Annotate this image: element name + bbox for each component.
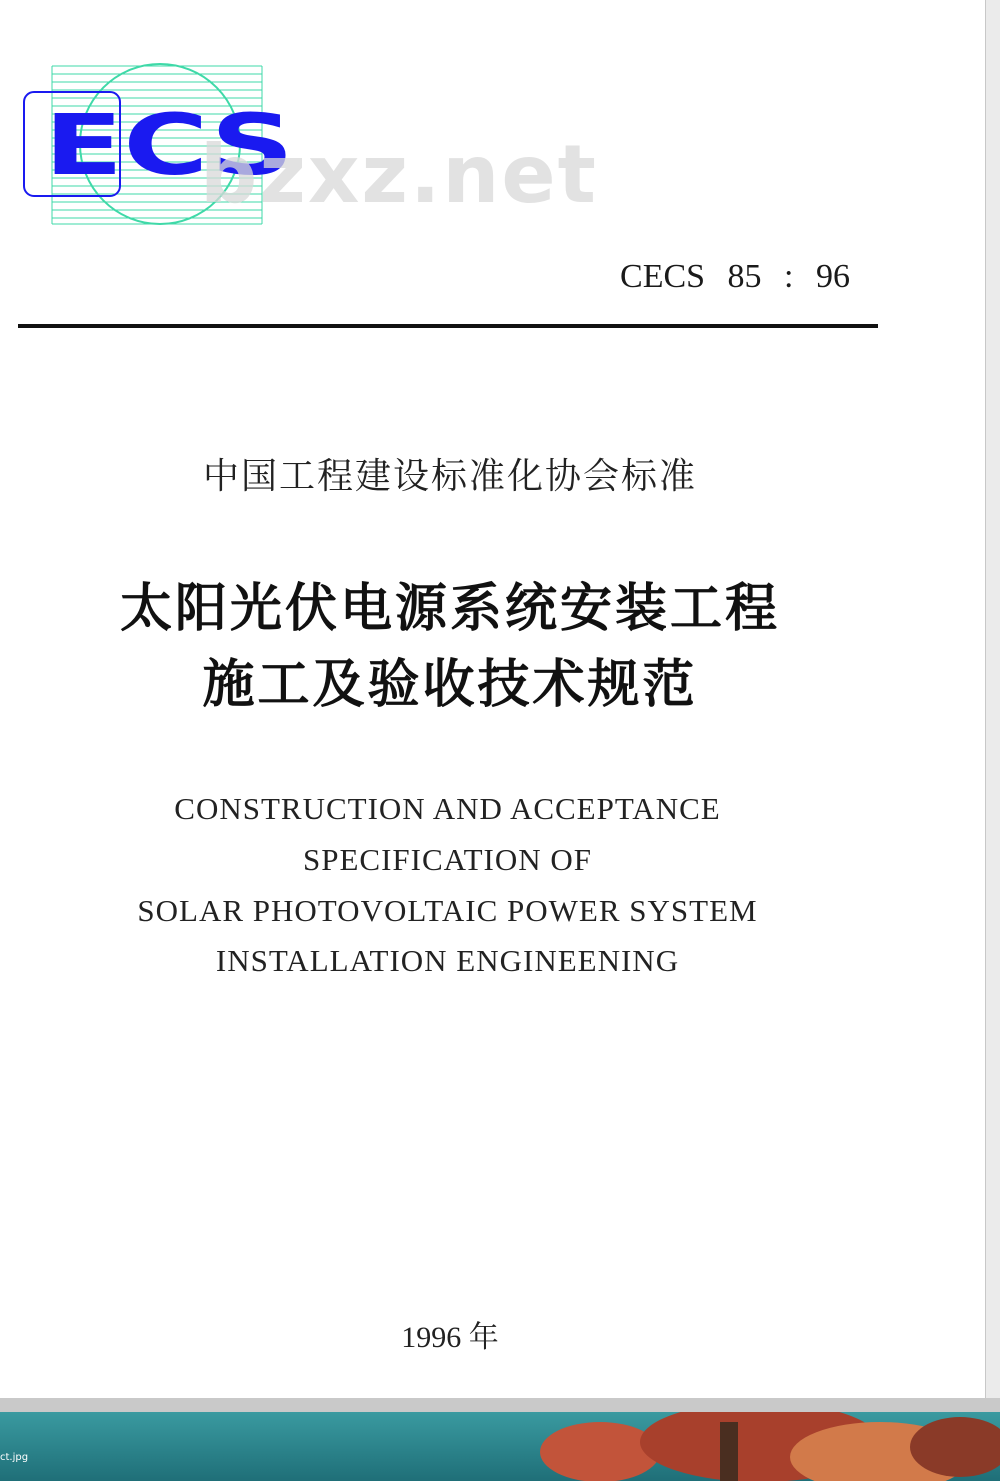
standard-code: CECS 85 : 96 xyxy=(620,258,850,295)
taskbar-file-label[interactable]: ct.jpg xyxy=(0,1452,29,1463)
page-edge-scrollbar[interactable] xyxy=(985,0,1000,1398)
logo-text: ECS xyxy=(44,96,294,194)
title-en-line-4: INSTALLATION ENGINEENING xyxy=(215,943,680,978)
title-en-line-1: CONSTRUCTION AND ACCEPTANCE xyxy=(174,791,721,826)
title-zh-line-1: 太阳光伏电源系统安装工程 xyxy=(119,579,780,639)
viewer-divider xyxy=(0,1398,1000,1412)
association-name: 中国工程建设标准化协会标准 xyxy=(202,456,697,497)
desktop-background-photo xyxy=(0,1412,1000,1481)
header-divider xyxy=(18,324,878,328)
title-en-line-2: SPECIFICATION OF xyxy=(302,842,593,877)
publication-year: 1996 年 xyxy=(401,1321,499,1354)
title-zh-line-2: 施工及验收技术规范 xyxy=(202,655,698,715)
watermark-text: bzxz.net xyxy=(200,128,598,221)
title-en-line-3: SOLAR PHOTOVOLTAIC POWER SYSTEM xyxy=(137,893,758,928)
